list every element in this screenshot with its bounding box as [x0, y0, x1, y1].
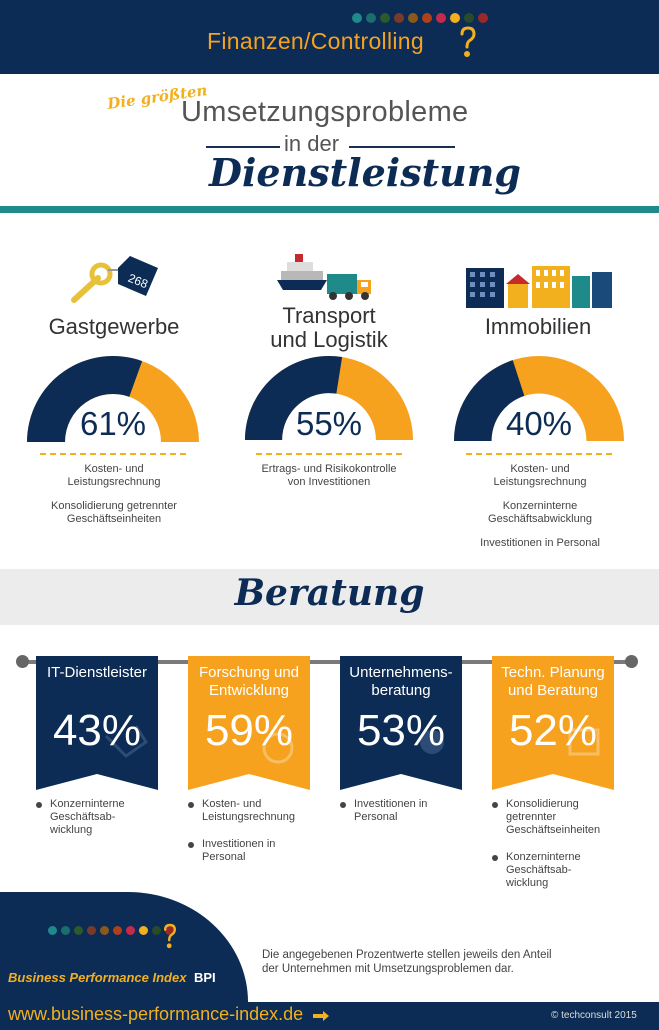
card-title-unternehmensberatung: [340, 664, 462, 700]
sector-item: Investitionen in Personal: [480, 537, 600, 549]
sector-title-line: Transport: [282, 303, 376, 328]
key-tag-icon: [68, 248, 160, 308]
color-dot: [87, 926, 96, 935]
sector-title-gastgewerbe: Gastgewerbe: [48, 314, 180, 339]
percent-gastgewerbe: 61%: [79, 405, 147, 442]
card-percent-unternehmensberatung: 53%: [356, 706, 446, 755]
sector-title-transport: [229, 304, 429, 352]
color-dot: [139, 926, 148, 935]
sector-item: Kosten- und Leistungsrechnung: [493, 463, 587, 488]
card-title-line: Unternehmens-: [349, 664, 453, 681]
sector-item: Konzerninterne Geschäftsabwicklung: [488, 500, 592, 525]
bullet-item: Kosten- und Leistungsrechnung: [202, 798, 295, 823]
color-dot: [394, 13, 404, 23]
dashed-divider: [40, 453, 186, 455]
color-dot: [478, 13, 488, 23]
color-dot: [422, 13, 432, 23]
rail-knob-left: [16, 655, 29, 668]
bullet-item: Konsolidierung getrennter Geschäftseinheiten: [506, 798, 601, 836]
card-percent-techn-planung: 52%: [508, 706, 598, 755]
color-dot: [61, 926, 70, 935]
card-title-line: beratung: [371, 682, 431, 699]
title-main: Umsetzungsprobleme: [181, 96, 469, 128]
card-title-line: Entwicklung: [208, 682, 290, 699]
bullet-dot: [492, 802, 498, 808]
bpi-abbr: BPI: [194, 970, 216, 985]
tag-number: 268: [126, 270, 150, 292]
footnote-line: Die angegebenen Prozentwerte stellen jeweils den Anteil: [262, 949, 552, 961]
color-dot: [48, 926, 57, 935]
footnote: [262, 948, 622, 976]
question-mark-accent-icon: [458, 26, 478, 60]
card-percent-forschung: 59%: [204, 706, 294, 755]
sector-title-immobilien: Immobilien: [484, 314, 592, 339]
title-line-left: [206, 146, 280, 148]
bullet-item: Investitionen in Personal: [202, 838, 276, 863]
footnote-line: der Unternehmen mit Umsetzungsproblemen dar.: [262, 963, 514, 975]
bullet-item: Konzerninterne Geschäftsab- wicklung: [506, 851, 581, 889]
bullet-dot: [340, 802, 346, 808]
bullet-item: Konzerninterne Geschäftsab- wicklung: [50, 798, 125, 836]
card-title-forschung: [188, 664, 310, 700]
bpi-badge: [0, 892, 248, 1002]
divider-bar: [0, 206, 659, 213]
sector-title-line: und Logistik: [270, 327, 388, 352]
color-dot: [464, 13, 474, 23]
beratung-title: Beratung: [234, 572, 425, 614]
bullet-dot: [188, 802, 194, 808]
color-dot: [380, 13, 390, 23]
color-dot: [126, 926, 135, 935]
card-percent-it: 43%: [52, 706, 142, 755]
color-dot: [450, 13, 460, 23]
card-title-techn-planung: [492, 664, 614, 700]
sector-item: Kosten- und Leistungsrechnung: [67, 463, 161, 488]
bullet-dot: [188, 842, 194, 848]
bullet-item: Investitionen in Personal: [354, 798, 428, 823]
buildings-icon: [466, 262, 614, 308]
header-color-dots: [352, 13, 488, 23]
color-dot: [74, 926, 83, 935]
dashed-divider: [256, 453, 402, 455]
color-dot: [408, 13, 418, 23]
bpi-label: Business Performance Index: [8, 970, 187, 985]
title-small: Die größten: [106, 81, 209, 113]
card-title-line: Techn. Planung: [501, 664, 605, 681]
sector-item: Ertrags- und Risikokontrolle von Investitionen: [261, 463, 397, 488]
color-dot: [100, 926, 109, 935]
percent-immobilien: 40%: [505, 405, 573, 442]
color-dot: [436, 13, 446, 23]
header-title: Finanzen/Controlling: [207, 28, 424, 54]
card-title-line: und Beratung: [507, 682, 599, 699]
color-dot: [352, 13, 362, 23]
title-line-right: [349, 146, 455, 148]
copyright: © techconsult 2015: [551, 1010, 637, 1021]
rail-knob-right: [625, 655, 638, 668]
question-mark-accent-icon: [162, 922, 178, 952]
title-in-der: in der: [284, 131, 340, 156]
website-link[interactable]: www.business-performance-index.de: [8, 1004, 304, 1024]
bpi-color-dots: [48, 926, 174, 935]
pointing-hand-icon: [311, 1006, 331, 1026]
card-title-line: Forschung und: [198, 664, 300, 681]
color-dot: [152, 926, 161, 935]
title-dienstleistung: Dienstleistung: [209, 150, 521, 195]
color-dot: [366, 13, 376, 23]
ship-truck-icon: [277, 250, 373, 306]
sector-item: Konsolidierung getrennter Geschäftseinheiten: [51, 500, 177, 525]
card-title-it: IT-Dienstleister: [46, 664, 148, 681]
bullet-dot: [492, 855, 498, 861]
color-dot: [113, 926, 122, 935]
percent-transport: 55%: [295, 405, 363, 442]
bullet-dot: [36, 802, 42, 808]
dashed-divider: [466, 453, 612, 455]
